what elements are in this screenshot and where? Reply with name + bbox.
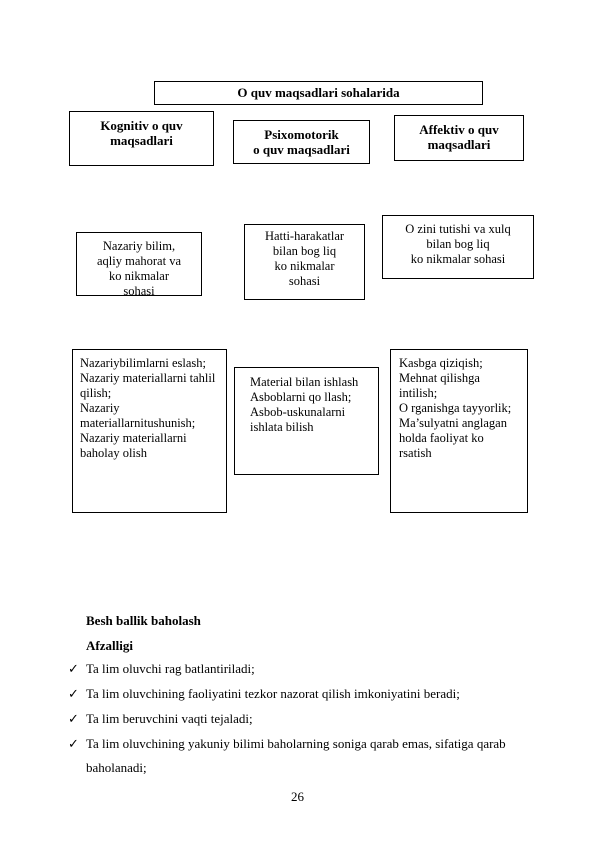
domain-box-affective	[382, 215, 534, 279]
detail-item: Asbob-uskunalarni ishlata bilish	[250, 405, 346, 434]
checkmark-icon: ✓	[68, 686, 79, 701]
detail-item: Asboblarni qo llash;	[250, 390, 352, 404]
domain-line: O zini tutishi va xulq	[405, 222, 511, 236]
domain-line: ko nikmalar	[108, 269, 170, 283]
category-title-line2: maqsadlari	[110, 133, 173, 148]
domain-box-psychomotor	[244, 224, 365, 300]
detail-item: O rganishga tayyorlik;	[399, 401, 512, 415]
category-box-psychomotor	[233, 120, 370, 164]
category-title-line1: Affektiv o quv	[419, 122, 499, 137]
detail-item: Material bilan ishlash	[250, 375, 359, 389]
bullet-row	[68, 661, 255, 677]
category-box-affective	[394, 115, 524, 161]
detail-item: Nazariybilimlarni eslash;	[80, 356, 207, 370]
domain-line: Hatti-harakatlar	[264, 229, 345, 243]
checkmark-icon: ✓	[68, 661, 79, 676]
bullet-text: Ta lim oluvchining yakuniy bilimi baholarning soniga qarab emas, sifatiga qarab	[86, 736, 506, 751]
bullet-row	[68, 686, 460, 702]
detail-item: Nazariy materiallarni tahlil qilish;	[80, 371, 216, 400]
bullet-text: Ta lim beruvchini vaqti tejaladi;	[86, 711, 253, 726]
domain-line: aqliy mahorat va	[97, 254, 181, 268]
detail-item: Nazariy materiallarnitushunish;	[80, 401, 196, 430]
bullet-text: Ta lim oluvchi rag batlantiriladi;	[86, 661, 255, 676]
bullet-text: baholanadi;	[86, 760, 147, 775]
domain-box-cognitive	[76, 232, 202, 296]
category-box-cognitive	[69, 111, 214, 166]
bullet-text: Ta lim oluvchining faoliyatini tezkor nazorat qilish imkoniyatini beradi;	[86, 686, 460, 701]
bullet-row	[68, 736, 506, 752]
detail-item: Mehnat qilishga intilish;	[399, 371, 480, 400]
category-title-line2: maqsadlari	[427, 137, 491, 152]
section-heading: Besh ballik baholash	[86, 613, 201, 628]
detail-item: Kasbga qiziqish;	[399, 356, 483, 370]
bullet-continuation	[68, 760, 147, 776]
domain-line: sohasi	[288, 274, 321, 288]
category-title-line1: Kognitiv o quv	[100, 118, 183, 133]
detail-item: Ma’sulyatni anglagan holda faoliyat ko rsatish	[399, 416, 507, 460]
detail-box-psychomotor	[234, 367, 379, 475]
page-number: 26	[291, 789, 304, 804]
bullet-row	[68, 711, 253, 727]
domain-line: ko nikmalar	[274, 259, 335, 273]
domain-line: ko nikmalar sohasi	[410, 252, 506, 266]
checkmark-icon: ✓	[68, 736, 79, 751]
domain-line: sohasi	[123, 284, 155, 298]
detail-box-affective	[390, 349, 528, 513]
domain-line: bilan bog liq	[272, 244, 337, 258]
detail-box-cognitive	[72, 349, 227, 513]
category-title-line1: Psixomotorik	[264, 127, 339, 142]
section-subheading: Afzalligi	[86, 638, 133, 653]
category-title-line2: o quv maqsadlari	[253, 142, 350, 157]
diagram-root-box	[154, 81, 483, 105]
detail-item: Nazariy materiallarni baholay olish	[80, 431, 187, 460]
checkmark-icon: ✓	[68, 711, 79, 726]
diagram-root-label: O quv maqsadlari sohalarida	[237, 85, 400, 100]
domain-line: Nazariy bilim,	[102, 239, 176, 253]
domain-line: bilan bog liq	[426, 237, 490, 251]
